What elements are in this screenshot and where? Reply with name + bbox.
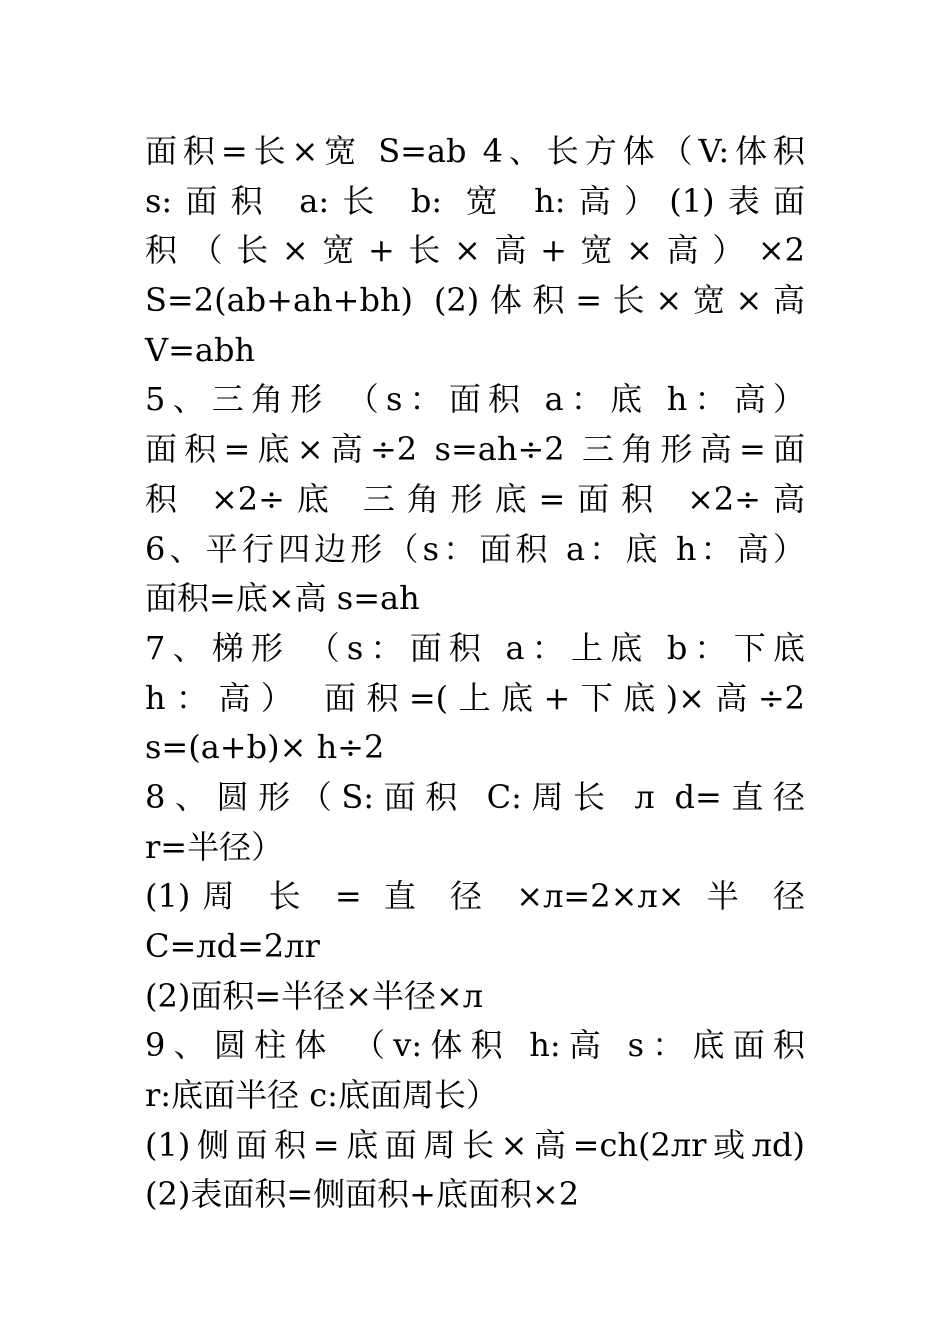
- formula-text: [145, 127, 805, 1220]
- text-line: V=abh: [145, 330, 256, 369]
- text-line: 积 ×2÷底 三角形底=面积 ×2÷高: [145, 479, 805, 518]
- text-line: h：高） 面积=(上底+下底)×高÷2: [145, 678, 805, 717]
- text-line: s:面积 a:长 b: 宽 h:高）(1)表面: [145, 181, 805, 220]
- text-line: (2)面积=半径×半径×л: [145, 976, 484, 1015]
- text-line: 5、三角形 （s：面积 a：底 h：高）: [145, 380, 805, 419]
- text-line: r:底面半径 c:底面周长）: [145, 1076, 498, 1115]
- text-line: C=лd=2лr: [145, 927, 320, 965]
- text-line: 7、梯形 （s：面积 a：上底 b：下底: [145, 628, 805, 667]
- text-line: 9、圆柱体 （v:体积 h:高 s：底面积: [145, 1026, 805, 1065]
- text-line: 面积=底×高÷2 s=ah÷2 三角形高=面: [145, 430, 805, 469]
- text-line: (1)周 长 = 直 径 ×л=2×л× 半 径: [145, 877, 805, 916]
- text-line: 积（长×宽+长×高+宽×高）×2: [145, 231, 805, 270]
- text-line: r=半径）: [145, 827, 284, 866]
- text-line: s=(a+b)× h÷2: [145, 728, 385, 767]
- text-line: 面积=底×高 s=ah: [145, 579, 420, 618]
- text-line: 6、平行四边形（s：面积 a：底 h：高）: [145, 529, 805, 568]
- text-line: (2)表面积=侧面积+底面积×2: [145, 1175, 580, 1214]
- text-line: S=2(ab+ah+bh) (2)体积=长×宽×高: [145, 281, 805, 320]
- text-line: (1)侧面积=底面周长×高=ch(2лr或лd): [145, 1125, 805, 1164]
- text-line: 8、圆形（S:面积 C:周长 л d=直径: [145, 777, 805, 816]
- text-line: 面积=长×宽 S=ab 4、长方体（V:体积: [145, 132, 805, 170]
